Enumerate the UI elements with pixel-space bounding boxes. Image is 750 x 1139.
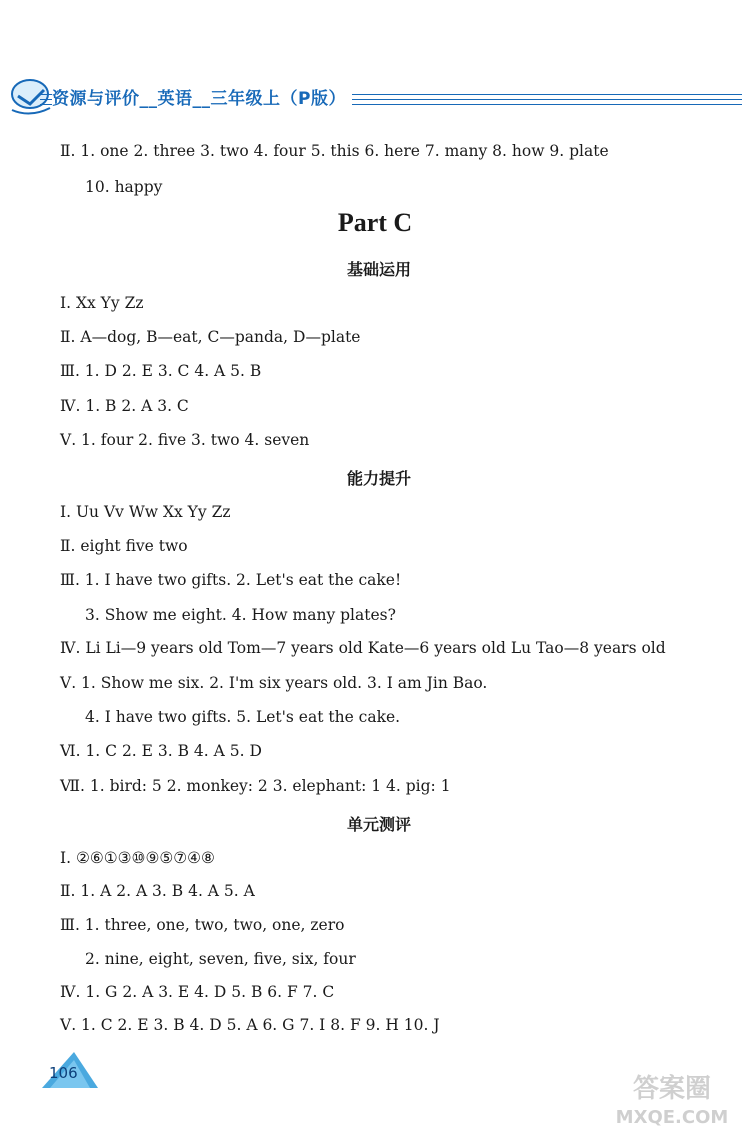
answer-line: Ⅳ. Li Li—9 years old Tom—7 years old Kate—6 years old Lu Tao—8 years old <box>60 639 666 657</box>
svg-text:MXQE.COM: MXQE.COM <box>615 1107 729 1128</box>
answer-line: Ⅴ. 1. four 2. five 3. two 4. seven <box>60 431 310 449</box>
answer-line: Ⅲ. 1. I have two gifts. 2. Let's eat the cake! <box>60 571 402 589</box>
answer-line: Ⅲ. 1. three, one, two, two, one, zero <box>60 916 345 934</box>
section-title: 能力提升 <box>346 469 411 488</box>
watermark <box>602 1067 742 1133</box>
answer-line: Ⅴ. 1. C 2. E 3. B 4. D 5. A 6. G 7. I 8. F 9. H 10. J <box>60 1016 440 1034</box>
answer-line: 4. I have two gifts. 5. Let's eat the cake. <box>85 708 401 726</box>
answer-line: Ⅵ. 1. C 2. E 3. B 4. A 5. D <box>60 742 262 760</box>
watermark-logo-icon <box>602 1067 742 1129</box>
answer-line: Ⅱ. eight five two <box>60 537 188 555</box>
answer-line: Ⅱ. A—dog, B—eat, C—panda, D—plate <box>60 328 361 346</box>
answer-line: Ⅳ. 1. G 2. A 3. E 4. D 5. B 6. F 7. C <box>60 983 335 1001</box>
answer-line: Ⅰ. Uu Vv Ww Xx Yy Zz <box>60 503 231 521</box>
svg-text:答案圈: 答案圈 <box>632 1074 712 1104</box>
answer-line: Ⅰ. Xx Yy Zz <box>60 294 144 312</box>
page-number: 106 <box>49 1064 78 1082</box>
answer-line: Ⅱ. 1. A 2. A 3. B 4. A 5. A <box>60 882 255 900</box>
answer-line: Ⅴ. 1. Show me six. 2. I'm six years old. 3. I am Jin Bao. <box>60 674 488 692</box>
answer-line: 2. nine, eight, seven, five, six, four <box>85 950 356 968</box>
book-logo-icon <box>4 74 56 122</box>
book-title: 资源与评价__英语__三年级上（P版） <box>52 84 352 109</box>
part-title: Part C <box>337 208 413 237</box>
answer-line: 3. Show me eight. 4. How many plates? <box>85 606 396 624</box>
answer-line: Ⅶ. 1. bird: 5 2. monkey: 2 3. elephant: 1 4. pig: 1 <box>60 777 451 795</box>
answer-line: 10. happy <box>85 178 163 196</box>
answer-line: Ⅳ. 1. B 2. A 3. C <box>60 397 189 415</box>
answer-line: Ⅲ. 1. D 2. E 3. C 4. A 5. B <box>60 362 262 380</box>
answer-line: Ⅱ. 1. one 2. three 3. two 4. four 5. this 6. here 7. many 8. how 9. plate <box>60 142 609 160</box>
section-title: 基础运用 <box>346 260 411 279</box>
answer-line: Ⅰ. ②⑥①③⑩⑨⑤⑦④⑧ <box>60 849 215 867</box>
section-title: 单元测评 <box>346 815 411 834</box>
page-header <box>0 70 750 130</box>
